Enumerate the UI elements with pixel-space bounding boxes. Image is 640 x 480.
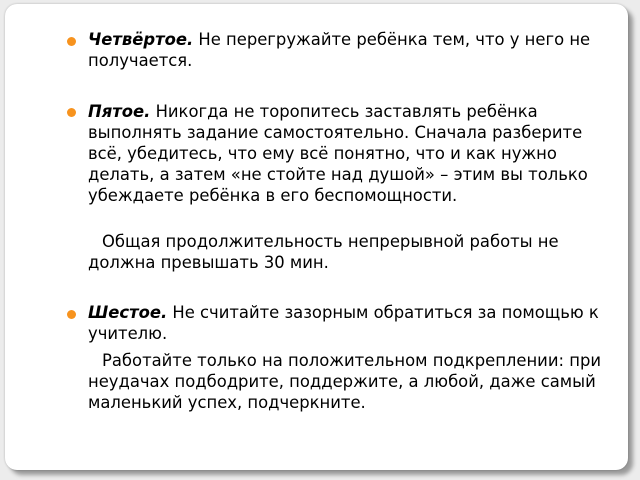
bullet-extra-paragraph: Работайте только на положительном подкреплении: при неудачах подбодрите, поддержите, а любой, даже самый маленький успех, подчеркните.	[88, 351, 601, 412]
slide	[5, 4, 628, 470]
bullet-text: Не перегружайте ребёнка тем, что у него не получается.	[88, 30, 591, 70]
bullet-lead: Пятое.	[88, 102, 151, 121]
bullet-extra-paragraph: Общая продолжительность непрерывной работы не должна превышать 30 мин.	[88, 232, 559, 272]
bullet-item-sixth	[88, 302, 608, 344]
bullet-text: Никогда не торопитесь заставлять ребёнка выполнять задание самостоятельно. Сначала разберите всё, убедитесь, что ему всё понятно, что и как нужно делать, а затем «не стойте над душой» – этим вы только убеждаете ребёнка в его беспомощности.	[88, 102, 588, 205]
bullet-text: Не считайте зазорным обратиться за помощью к учителю.	[88, 303, 599, 343]
bullet-icon	[67, 108, 76, 117]
bullet-lead: Четвёртое.	[88, 30, 194, 49]
bullet-icon	[67, 310, 76, 319]
bullet-lead: Шестое.	[88, 303, 168, 322]
bullet-item-fourth	[88, 29, 608, 71]
bullet-icon	[67, 37, 76, 46]
bullet-item-fifth	[88, 101, 608, 206]
